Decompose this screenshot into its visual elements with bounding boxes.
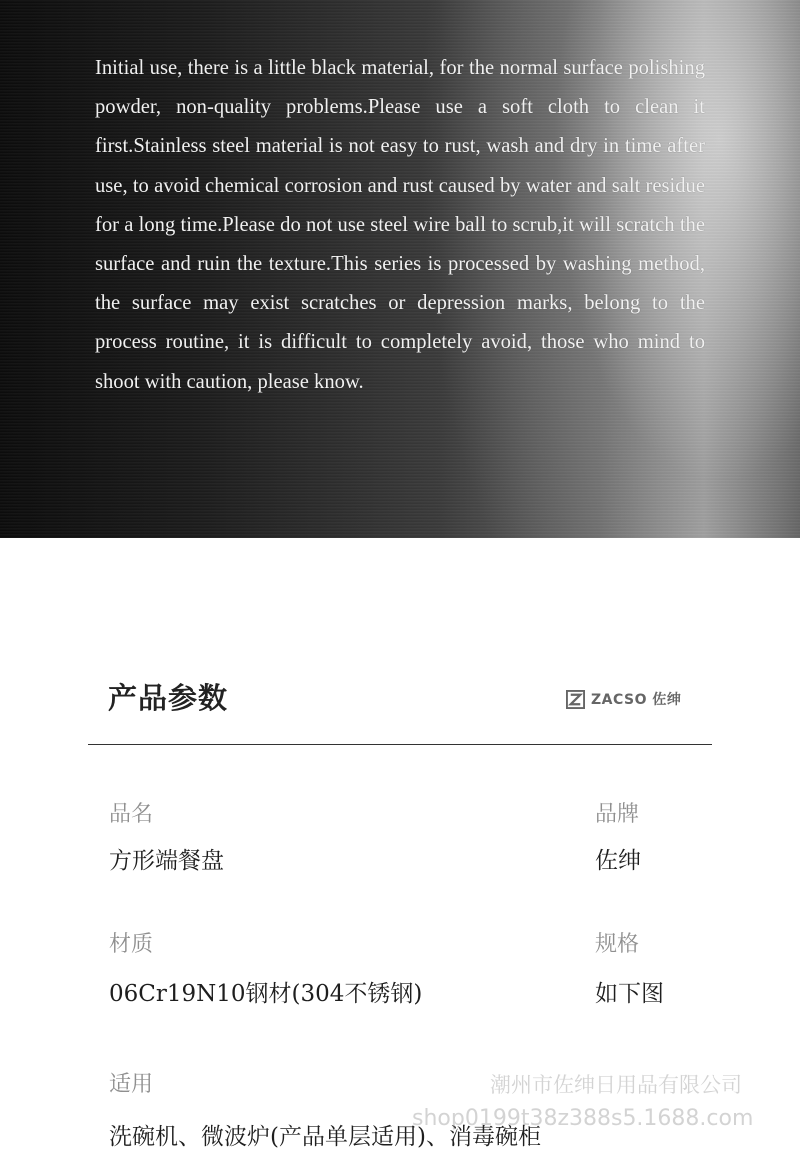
care-instructions-banner — [0, 0, 800, 538]
brand-logo-text: ZACSO 佐绅 — [591, 692, 682, 708]
zacso-logo-icon — [566, 690, 585, 709]
usage-label: 适用 — [109, 1072, 154, 1097]
material-label: 材质 — [109, 932, 154, 957]
section-divider — [88, 744, 712, 745]
usage-value: 洗碗机、微波炉(产品单层适用)、消毒碗柜 — [109, 1124, 541, 1150]
watermark-company: 潮州市佐绅日用品有限公司 — [490, 1073, 742, 1097]
product-name-value: 方形端餐盘 — [109, 848, 224, 874]
care-instructions-text: Initial use, there is a little black material, for the normal surface polishing powder, non-quality problems.Please use a soft cloth to clean it first.Stainless steel material is not easy to rust, wash and dry in time after use, to avoid chemical corrosion and rust caused by water and salt residue for a long time.Please do not use steel wire ball to scrub,it will scratch the surface and ruin the texture.This series is processed by washing method, the surface may exist scratches or depression marks, belong to the process routine, it is difficult to completely avoid, those who mind to shoot with caution, please know. — [95, 57, 705, 393]
section-title: 产品参数 — [108, 681, 229, 715]
spec-value: 如下图 — [595, 981, 664, 1007]
brand-value: 佐绅 — [595, 848, 641, 874]
brand-label: 品牌 — [595, 802, 640, 827]
product-name-label: 品名 — [109, 802, 154, 827]
spec-label: 规格 — [595, 932, 640, 957]
brand-logo — [566, 689, 681, 709]
watermark-shop-url: shop0199t38z388s5.1688.com — [412, 1106, 754, 1131]
material-value: 06Cr19N10钢材(304不锈钢) — [109, 981, 423, 1007]
